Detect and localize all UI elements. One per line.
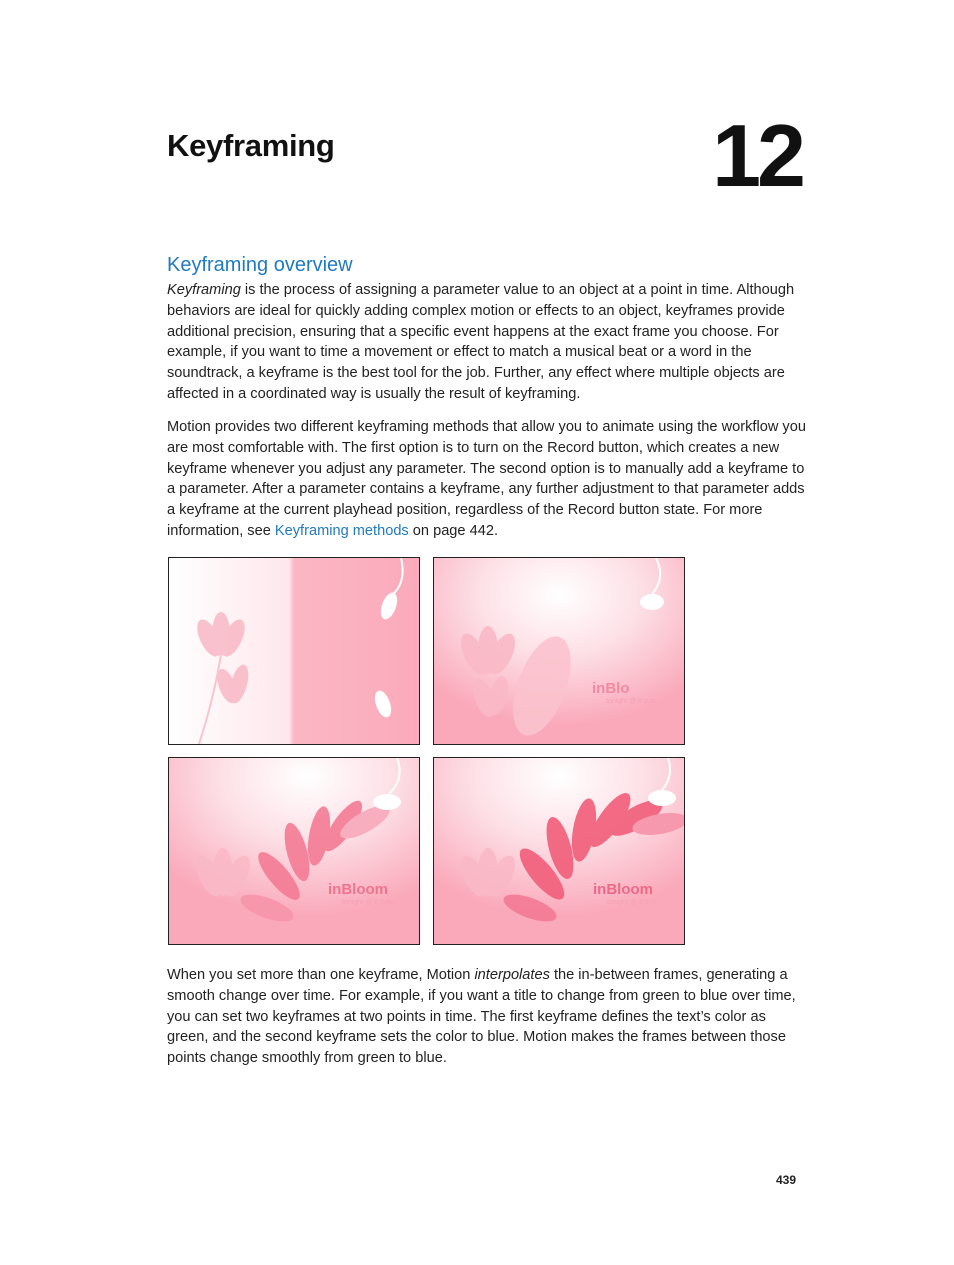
paragraph-interpolation-after: the in-between frames, generating a smooth change over time. For example, if you want a title to change from green to blue over time, you can set two keyframes at two points in time. The first keyframe defines the text’s color as green, and the second keyframe sets the color to blue. Motion makes the frames between those points change smoothly from green to blue.: [167, 967, 796, 1067]
figure-2-title: inBlo: [592, 680, 630, 697]
figure-frame-3: [168, 757, 420, 945]
figure-3-title: inBloom: [328, 881, 388, 898]
figure-frame-4: [433, 757, 685, 945]
paragraph-interpolation: [167, 965, 807, 1069]
figure-4-subtitle: tonight @ 8 p.m.: [607, 899, 659, 906]
chapter-number: 12: [712, 106, 802, 205]
keyframing-methods-link[interactable]: Keyframing methods: [274, 522, 409, 539]
paragraph-methods: [167, 417, 807, 542]
paragraph-intro: [167, 280, 807, 405]
figure-3-subtitle: tonight @ 8 p.m.: [342, 899, 394, 906]
figure-2-subtitle: tonight @ 8 p.m.: [606, 698, 658, 705]
paragraph-intro-text: is the process of assigning a parameter value to an object at a point in time. Although behaviors are ideal for quickly adding complex motion or effects to an object, keyframes provide additional precision, ensuring that a specific event happens at the exact frame you choose. For example, if you want to time a movement or effect to match a musical beat or a word in the soundtrack, a keyframe is the best tool for the job. Further, any effect where multiple objects are affected in a coordinated way is usually the result of keyframing.: [167, 282, 795, 402]
term-keyframing: Keyframing: [167, 282, 241, 298]
paragraph-methods-text: Motion provides two different keyframing methods that allow you to animate using the workflow you are most comfortable with. The first option is to turn on the Record button, which creates a new keyframe whenever you adjust any parameter. The second option is to manually add a keyframe to a parameter. After a parameter contains a keyframe, any further adjustment to that parameter adds a keyframe at the current playhead position, regardless of the Record button state. For more information, see: [167, 419, 806, 539]
paragraph-methods-after: on page 442.: [408, 522, 498, 539]
section-heading: Keyframing overview: [167, 254, 353, 276]
page-number: 439: [776, 1173, 797, 1187]
figure-frame-1: [168, 557, 420, 745]
chapter-title: Keyframing: [167, 128, 335, 163]
figure-4-title: inBloom: [593, 881, 653, 898]
term-interpolates: interpolates: [474, 967, 550, 983]
figure-frame-2: [433, 557, 685, 745]
paragraph-interpolation-before: When you set more than one keyframe, Motion: [167, 967, 475, 983]
